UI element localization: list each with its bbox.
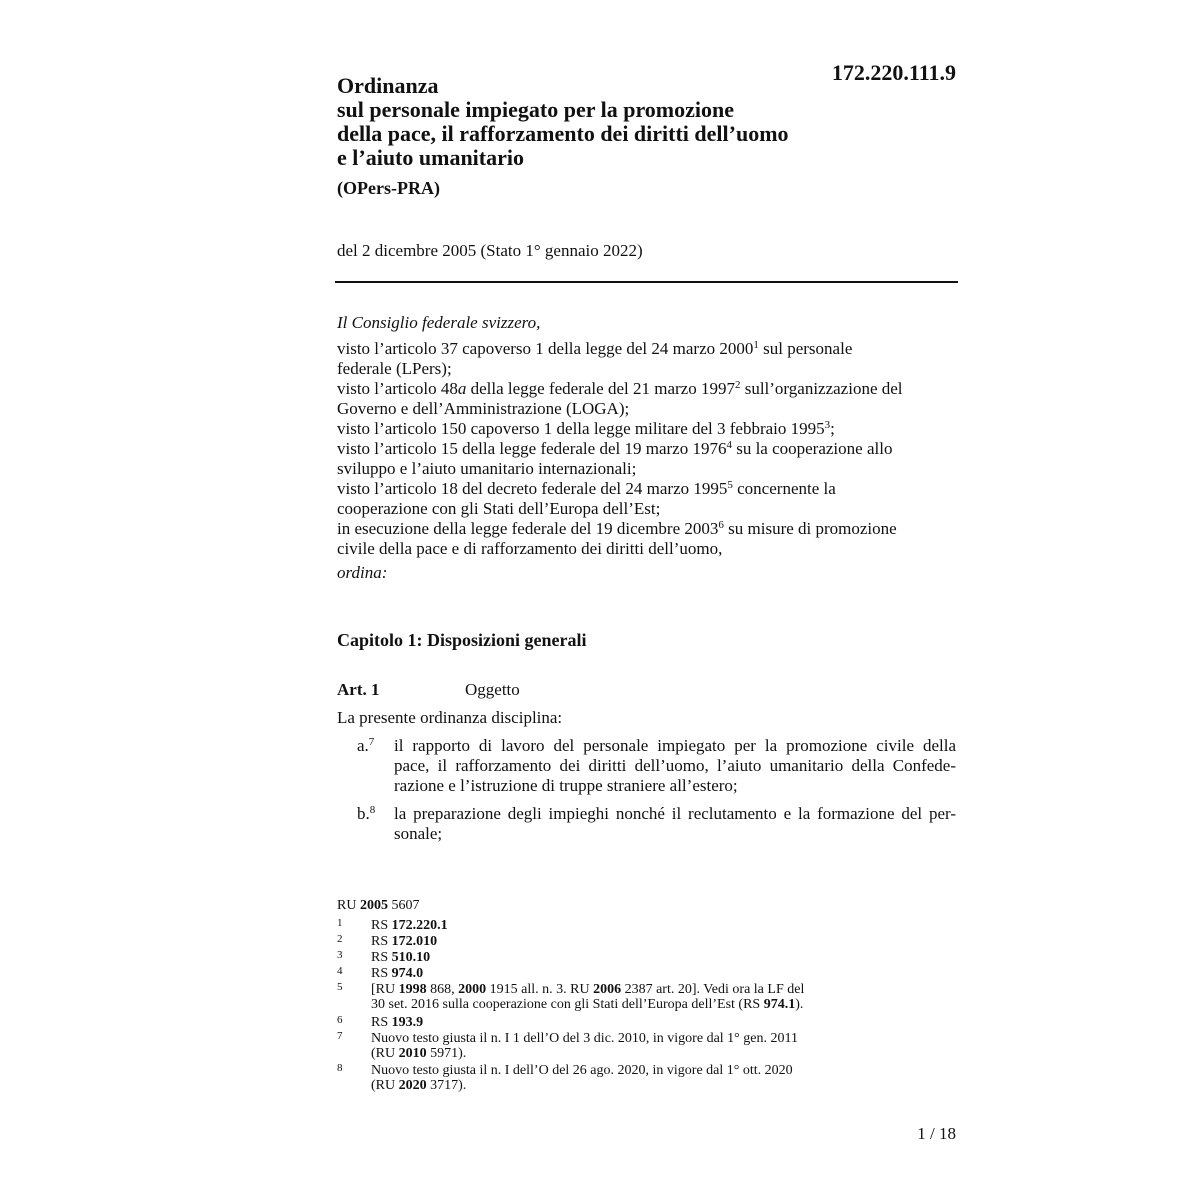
footnote-ref[interactable]: 2 — [734, 379, 741, 391]
footnote-text: [RU 1998 868, 2000 1915 all. n. 3. RU 2006 2387 art. 20]. Vedi ora la LF del 30 set. 2016 sulla cooperazione con gli Stati dell’Europa dell’Est (RS 974.1). — [371, 982, 805, 1012]
list-item-letter: a.$^7$ — [357, 736, 375, 755]
footnote-ref[interactable]: 7 — [368, 736, 375, 748]
sr-number: 172.220.111.9 — [831, 60, 956, 85]
title-line: e l’aiuto umanitario — [337, 145, 524, 170]
title-line: della pace, il rafforzamento dei diritti dell’uomo — [337, 121, 789, 146]
footnote-ref[interactable]: 5 — [727, 479, 733, 491]
list-item-line: il rapporto di lavoro del personale impiegato per la promozione civile della — [394, 736, 956, 755]
preamble-line: cooperazione con gli Stati dell’Europa dell’Est; — [337, 499, 661, 518]
footnote-ref[interactable]: 6 — [718, 519, 724, 531]
footnote-text: RS 172.010 — [371, 934, 438, 949]
footnote-text: Nuovo testo giusta il n. I 1 dell’O del 3 dic. 2010, in vigore dal 1° gen. 2011 (RU 2010 5971). — [371, 1031, 798, 1061]
title-divider — [335, 281, 958, 283]
footnote-text: Nuovo testo giusta il n. I dell’O del 26 ago. 2020, in vigore dal 1° ott. 2020 (RU 2020 3717). — [371, 1063, 793, 1093]
preamble-line: visto l’articolo 48a della legge federale del 21 marzo 1997$^2$ sull’organizzazione del — [337, 379, 903, 398]
list-item-letter: b.$^8$ — [357, 804, 376, 823]
preamble-line: Governo e dell’Amministrazione (LOGA); — [337, 399, 630, 418]
footnote-text: RS 193.9 — [371, 1015, 424, 1030]
preamble-line: in esecuzione della legge federale del 19 dicembre 2003$^6$ su misure di promozione — [337, 519, 897, 538]
list-item-line: la preparazione degli impieghi nonché il reclutamento e la formazione del per- — [394, 804, 956, 823]
footnote-number: 5 — [337, 981, 343, 993]
preamble-line: visto l’articolo 15 della legge federale del 19 marzo 1976$^4$ su la cooperazione allo — [337, 439, 893, 458]
list-item — [394, 736, 956, 796]
document-title — [337, 74, 877, 170]
footnote-text: RS 172.220.1 — [371, 918, 448, 933]
preamble-issuer: Il Consiglio federale svizzero, — [337, 313, 541, 332]
footnote-number: 7 — [337, 1030, 343, 1042]
list-item — [394, 804, 956, 844]
footnote-text: RS 974.0 — [371, 966, 424, 981]
footnote-number: 2 — [337, 933, 343, 945]
list-item-line: sonale; — [394, 824, 443, 843]
title-line: sul personale impiegato per la promozione — [337, 97, 735, 122]
preamble-line: sviluppo e l’aiuto umanitario internazionali; — [337, 459, 637, 478]
footnote-ref[interactable]: 4 — [726, 439, 732, 451]
footnote-ref[interactable]: 3 — [824, 419, 831, 431]
footnote-ref[interactable]: 1 — [753, 339, 759, 351]
footnote-number: 1 — [337, 917, 343, 929]
footnote-text: RS 510.10 — [371, 950, 431, 965]
enactment-date: del 2 dicembre 2005 (Stato 1° gennaio 2022) — [337, 241, 643, 260]
footnote-ref[interactable]: 8 — [369, 804, 376, 816]
preamble — [337, 313, 957, 583]
footnote-number: 6 — [337, 1014, 343, 1026]
footnote-number: 3 — [337, 949, 343, 961]
ru-reference: RU 2005 5607 — [337, 898, 420, 913]
chapter-heading: Capitolo 1: Disposizioni generali — [337, 630, 587, 650]
title-line: Ordinanza — [337, 73, 439, 98]
article-number: Art. 1 — [337, 680, 380, 699]
preamble-line: civile della pace e di rafforzamento dei diritti dell’uomo, — [337, 539, 723, 558]
short-title: (OPers-PRA) — [337, 178, 440, 198]
article-title: Oggetto — [465, 680, 520, 699]
preamble-closing: ordina: — [337, 563, 388, 582]
preamble-line: visto l’articolo 18 del decreto federale del 24 marzo 1995$^5$ concernente la — [337, 479, 836, 498]
article-intro: La presente ordinanza disciplina: — [337, 708, 563, 727]
footnote-number: 8 — [337, 1062, 343, 1074]
preamble-line: visto l’articolo 150 capoverso 1 della legge militare del 3 febbraio 1995$^3$; — [337, 419, 835, 438]
list-item-line: pace, il rafforzamento dei diritti dell’uomo, l’aiuto umanitario della Confede- — [394, 756, 956, 775]
preamble-line: federale (LPers); — [337, 359, 452, 378]
footnote-number: 4 — [337, 965, 343, 977]
list-item-line: razione e l’istruzione di truppe straniere all’estero; — [394, 776, 738, 795]
page-number: 1 / 18 — [917, 1124, 956, 1143]
preamble-line: visto l’articolo 37 capoverso 1 della legge del 24 marzo 2000$^1$ sul personale — [337, 339, 853, 358]
